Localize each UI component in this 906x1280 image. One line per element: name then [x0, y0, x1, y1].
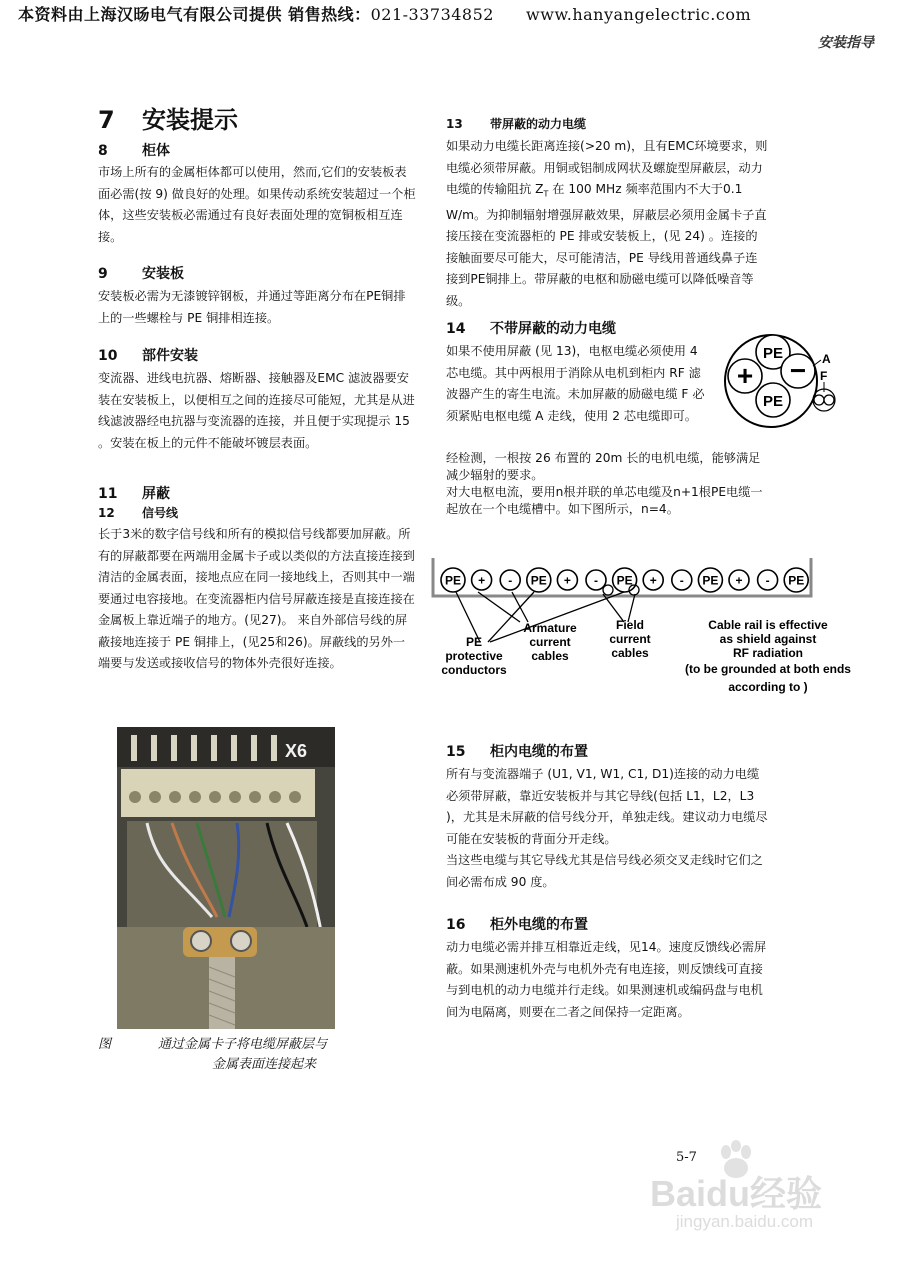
- section-13-body-a: 如果动力电缆长距离连接(>20 m)，且有EMC环境要求，则电缆必须带屏蔽。用铜或铝制成网状及螺旋型屏蔽层，动力电缆的传输阻抗 Z: [446, 139, 768, 196]
- field-label-line: cables: [611, 646, 649, 660]
- watermark-url: jingyan.baidu.com: [676, 1212, 814, 1231]
- section-title: 带屏蔽的动力电缆: [490, 117, 587, 131]
- section-title: 柜外电缆的布置: [490, 917, 588, 933]
- cable-clamp-photo: [117, 727, 335, 1029]
- page-header: [18, 2, 751, 25]
- rail-label-line: as shield against: [719, 632, 817, 646]
- section-title: 安装板: [142, 266, 184, 282]
- section-title: 部件安装: [142, 348, 198, 364]
- header-website: www.hanyangelectric.com: [526, 5, 752, 24]
- section-13-heading: [446, 115, 768, 132]
- field-label-line: current: [609, 632, 651, 646]
- section-title: 不带屏蔽的动力电缆: [490, 321, 616, 337]
- minus-core-label: −: [789, 355, 807, 386]
- rail-label-line: (to be grounded at both ends: [685, 662, 851, 676]
- rail-label-line: Cable rail is effective: [708, 618, 828, 632]
- four-core-cable-diagram: [718, 330, 836, 442]
- section-9-heading: [98, 263, 416, 283]
- section-8-heading: [98, 140, 416, 160]
- section-title: 柜体: [142, 143, 170, 159]
- pe-label-line: conductors: [441, 663, 507, 677]
- tray-cell-label: -: [679, 573, 684, 588]
- section-title: 信号线: [142, 506, 179, 520]
- tray-cell-label: -: [765, 573, 770, 588]
- figure-caption-line2: 金属表面连接起来: [212, 1057, 317, 1072]
- tray-cell-label: PE: [444, 573, 462, 588]
- section-9-body: 安装板必需为无漆镀锌钢板，并通过等距离分布在PE铜排上的一些螺栓与 PE 铜排相连接。: [98, 289, 406, 325]
- section-12-body: 长于3米的数字信号线和所有的模拟信号线都要加屏蔽。所有的屏蔽都要在两端用金属卡子或以类似的方法直接连接到清洁的金属表面，接地点应在同一接地线上，否则其中一端要通过电容接地。在变流器柜内信号屏蔽连接是直接连接在金属板上靠近端子的地方。(见27)。 来自外部信号线的屏蔽接地连接于 PE 铜排上，(见25和26)。屏蔽线的另外一端要与发送或接收信号的物体外壳很好连接。: [98, 527, 415, 670]
- rail-label-line: RF radiation: [732, 646, 804, 660]
- pe-core-top-label: PE: [762, 345, 784, 362]
- section-number: 9: [98, 266, 108, 282]
- figure-caption-line1: 通过金属卡子将电缆屏蔽层与: [158, 1037, 328, 1052]
- section-number: 8: [98, 143, 108, 159]
- section-14-body-3: 对大电枢电流，要用n根并联的单芯电缆及n+1根PE电缆一起放在一个电缆槽中。如下图所示，n=4。: [446, 485, 763, 516]
- section-13-body: [446, 136, 768, 312]
- section-title: 柜内电缆的布置: [490, 744, 588, 760]
- tray-cells: [441, 568, 808, 592]
- section-11-heading: [98, 483, 416, 503]
- section-14-body-2: 经检测，一根按 26 布置的 20m 长的电机电缆，能够满足减少辐射的要求。: [446, 451, 761, 482]
- section-16-heading: [446, 914, 768, 934]
- section-13-body-b: 在 100 MHz 频率范围内不大于0.1 W/m。为抑制辐射增强屏蔽效果，屏蔽层必须用金属卡子直接压接在变流器柜的 PE 排或安装板上，(见 24) 。连接的接触面要尽可能大，尽可能清洁，PE 导线用普通线鼻子连接到PE铜排上。带屏蔽的电枢和励磁电缆可以降低噪音等级。: [446, 182, 767, 308]
- pe-label-line: PE: [465, 635, 483, 649]
- section-number: 14: [446, 321, 466, 337]
- field-core-2: [824, 395, 834, 405]
- cable-tray-diagram: [428, 552, 851, 712]
- header-phone: 021-33734852: [370, 5, 494, 24]
- armature-label-line: cables: [531, 649, 569, 663]
- section-number: 12: [98, 506, 115, 520]
- section-10-body: 变流器、进线电抗器、熔断器、接触器及EMC 滤波器要安装在安装板上，以便相互之间的连接尽可能短，尤其是从进线滤波器经电抗器与变流器的连接，并且便于实现提示 15 。安装在板上的元件不能破坏镀层表面。: [98, 371, 415, 450]
- pe-label-line: protective: [445, 649, 503, 663]
- section-8-body: 市场上所有的金属柜体都可以使用，然而,它们的安装板表面必需(按 9) 做良好的处理。如果传动系统安装超过一个柜体，这些安装板必需通过有良好表面处理的宽铜板相互连接。: [98, 165, 416, 244]
- header-company: 本资料由上海汉旸电气有限公司提供 销售热线：: [18, 5, 371, 24]
- armature-label-line: Armature: [523, 621, 577, 635]
- section-15-heading: [446, 741, 768, 761]
- section-16-body: 动力电缆必需并排互相靠近走线，见14。速度反馈线必需屏蔽。如果测速机外壳与电机外壳有电连接，则反馈线可直接与到电机的动力电缆并行走线。如果测速机或编码盘与电机间为电隔离，则要在二者之间保持一定距离。: [446, 940, 767, 1019]
- tray-cell-label: +: [735, 573, 743, 588]
- section-15-body-2: 当这些电缆与其它导线尤其是信号线必须交叉走线时它们之间必需布成 90 度。: [446, 853, 763, 889]
- label-a: A: [822, 352, 831, 366]
- plus-core-label: +: [736, 360, 754, 391]
- section-number: 10: [98, 348, 118, 364]
- figure-caption-prefix: 图: [98, 1037, 112, 1052]
- field-core-1: [814, 395, 824, 405]
- field-label-line: Field: [615, 618, 645, 632]
- x6-label: X6: [285, 741, 308, 761]
- chapter-number: 7: [98, 106, 115, 134]
- section-12-heading: [98, 504, 416, 521]
- tray-cell-label: +: [649, 573, 657, 588]
- header-section-label: 安装指导: [818, 35, 874, 51]
- tray-cell-label: PE: [530, 573, 547, 588]
- chapter-title: [98, 100, 238, 135]
- tray-cell-label: PE: [702, 573, 719, 588]
- rail-label-line: according to ): [728, 680, 808, 694]
- tray-cell-label: PE: [616, 573, 633, 588]
- chapter-title-text: 安装提示: [142, 106, 238, 134]
- tray-cell-label: +: [478, 573, 486, 588]
- armature-label-line: current: [529, 635, 571, 649]
- pe-core-bottom-label: PE: [762, 393, 784, 410]
- section-number: 13: [446, 117, 463, 131]
- section-title: 屏蔽: [142, 486, 170, 502]
- tray-cell-label: +: [563, 573, 571, 588]
- tray-cell-label: -: [508, 573, 513, 588]
- label-f: F: [820, 369, 828, 383]
- section-number: 16: [446, 917, 466, 933]
- watermark-brand: Baidu经验: [650, 1173, 823, 1214]
- section-number: 11: [98, 486, 118, 502]
- section-number: 15: [446, 744, 466, 760]
- tray-cell-label: -: [594, 573, 598, 588]
- impedance-subscript: T: [543, 189, 549, 199]
- page-number: 5-7: [676, 1150, 697, 1165]
- tray-cell-label: PE: [788, 573, 805, 588]
- section-10-heading: [98, 345, 416, 365]
- section-14-body: 如果不使用屏蔽 (见 13)，电枢电缆必须使用 4 芯电缆。其中两根用于消除从电机到柜内 RF 滤波器产生的寄生电流。未加屏蔽的励磁电缆 F 必须紧贴电枢电缆 A 走线，使用 2 芯电缆即可。: [446, 344, 705, 423]
- section-15-body: 所有与变流器端子 (U1, V1, W1, C1, D1)连接的动力电缆必须带屏蔽，靠近安装板并与其它导线(包括 L1，L2，L3 )，尤其是未屏蔽的信号线分开，单独走线。建议动力电缆尽可能在安装板的背面分开走线。: [446, 767, 768, 846]
